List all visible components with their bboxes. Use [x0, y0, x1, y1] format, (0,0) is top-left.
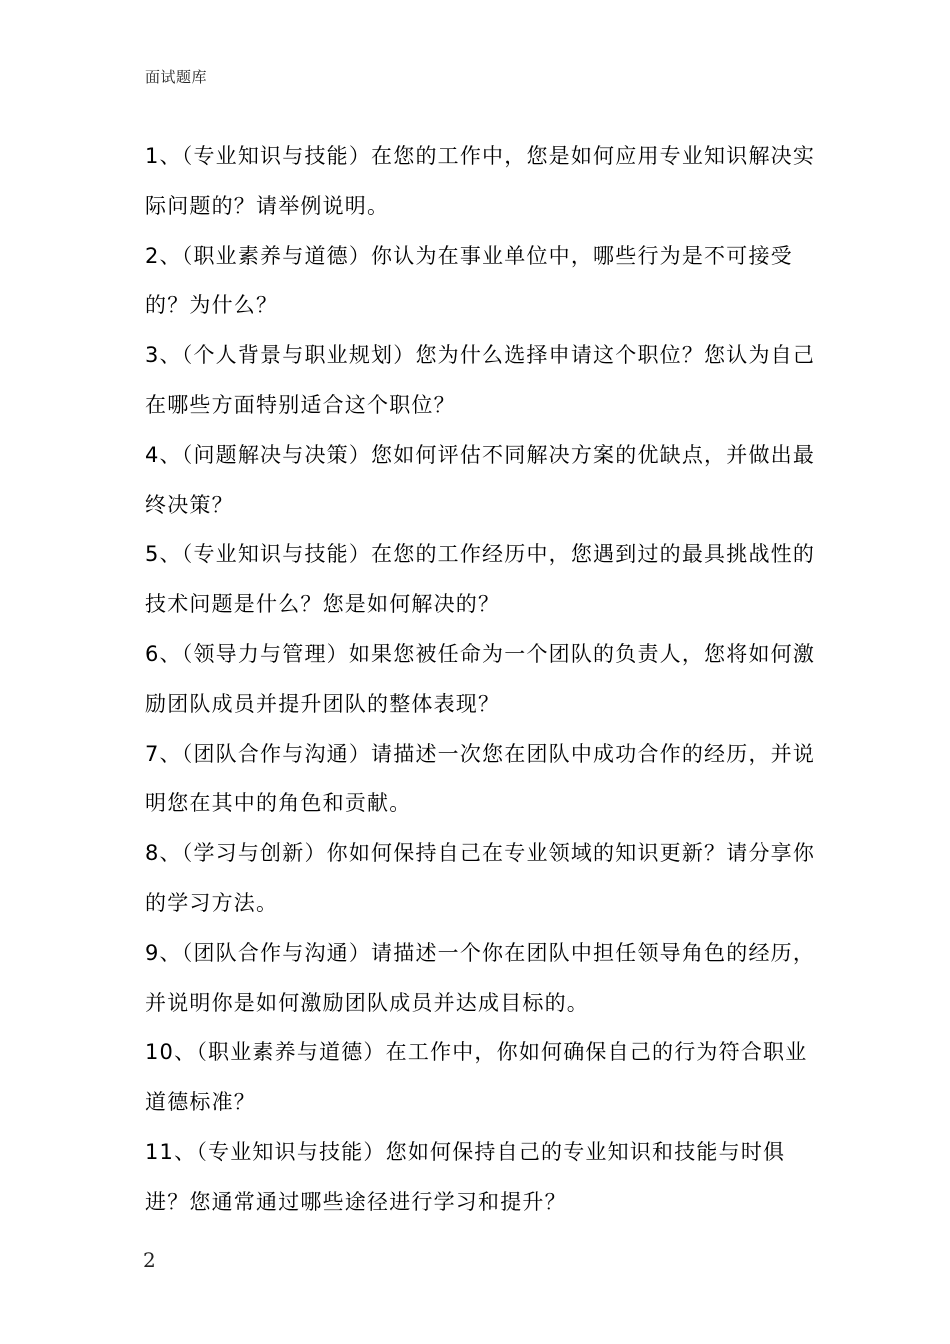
question-item: 2、（职业素养与道德）你认为在事业单位中，哪些行为是不可接受的？为什么？: [145, 243, 793, 318]
page-number: 2: [143, 1248, 156, 1272]
question-item: 6、（领导力与管理）如果您被任命为一个团队的负责人，您将如何激励团队成员并提升团队的整体表现？: [145, 641, 816, 716]
question-item: 4、（问题解决与决策）您如何评估不同解决方案的优缺点，并做出最终决策？: [145, 442, 816, 517]
question-item: 3、（个人背景与职业规划）您为什么选择申请这个职位？您认为自己在哪些方面特别适合这个职位？: [145, 343, 816, 417]
question-item: 7、（团队合作与沟通）请描述一次您在团队中成功合作的经历，并说明您在其中的角色和贡献。: [145, 741, 816, 816]
page-header: 面试题库: [145, 68, 208, 86]
question-list: [145, 132, 825, 1228]
question-item: 10、（职业素养与道德）在工作中，你如何确保自己的行为符合职业道德标准？: [145, 1040, 808, 1115]
question-item: 5、（专业知识与技能）在您的工作经历中，您遇到过的最具挑战性的技术问题是什么？您是如何解决的？: [145, 542, 816, 617]
question-item: 1、（专业知识与技能）在您的工作中，您是如何应用专业知识解决实际问题的？请举例说明。: [145, 144, 816, 218]
question-item: 11、（专业知识与技能）您如何保持自己的专业知识和技能与时俱进？您通常通过哪些途径进行学习和提升？: [145, 1139, 786, 1214]
question-item: 8、（学习与创新）你如何保持自己在专业领域的知识更新？请分享你的学习方法。: [145, 841, 816, 915]
question-item: 9、（团队合作与沟通）请描述一个你在团队中担任领导角色的经历，并说明你是如何激励团队成员并达成目标的。: [145, 940, 816, 1015]
